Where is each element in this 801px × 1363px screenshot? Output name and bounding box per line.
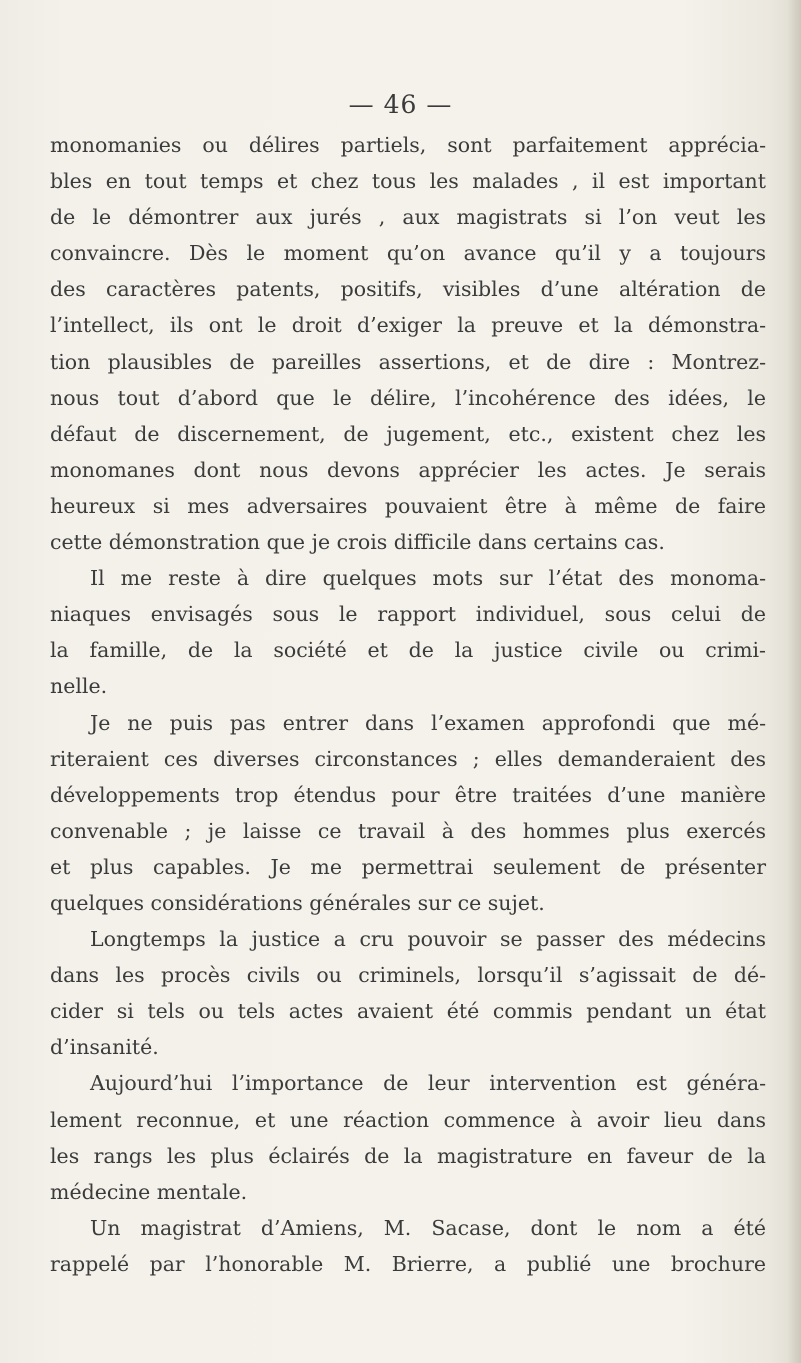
text-line: développements trop étendus pour être traitées d’une manière — [50, 782, 766, 807]
text-line: monomanies ou délires partiels, sont parfaitement apprécia- — [50, 133, 766, 157]
text-line: tion plausibles de pareilles assertions, et de dire : Montrez- — [50, 349, 766, 374]
text-line: rappelé par l’honorable M. Brierre, a publié une brochure — [50, 1251, 766, 1276]
text-line: cette démonstration que je crois difficile dans certains cas. — [50, 530, 665, 555]
text-line: riteraient ces diverses circonstances ; elles demanderaient des — [50, 746, 766, 771]
text-line: défaut de discernement, de jugement, etc., existent chez les — [50, 421, 766, 446]
text-line: Il me reste à dire quelques mots sur l’état des monoma- — [90, 566, 766, 591]
text-line: bles en tout temps et chez tous les malades , il est important — [50, 169, 766, 194]
page-number: — 46 — — [348, 90, 453, 119]
text-line: Un magistrat d’Amiens, M. Sacase, dont le nom a été — [90, 1215, 766, 1240]
text-line: de le démontrer aux jurés , aux magistrats si l’on veut les — [50, 205, 766, 230]
text-line: niaques envisagés sous le rapport individuel, sous celui de — [50, 602, 766, 627]
text-line: la famille, de la société et de la justice civile ou crimi- — [50, 638, 766, 663]
text-line: d’insanité. — [50, 1035, 159, 1060]
text-line: Je ne puis pas entrer dans l’examen approfondi que mé- — [90, 710, 766, 735]
text-line: lement reconnue, et une réaction commence à avoir lieu dans — [50, 1107, 766, 1132]
text-line: convenable ; je laisse ce travail à des hommes plus exercés — [50, 818, 766, 843]
text-line: dans les procès civils ou criminels, lorsqu’il s’agissait de dé- — [50, 963, 766, 988]
body-text — [50, 127, 766, 1282]
page-edge-shadow — [787, 0, 801, 1363]
text-line: Aujourd’hui l’importance de leur intervention est généra- — [90, 1071, 766, 1096]
text-line: quelques considérations générales sur ce sujet. — [50, 890, 545, 915]
text-line: nous tout d’abord que le délire, l’incohérence des idées, le — [50, 385, 766, 410]
text-line: médecine mentale. — [50, 1179, 248, 1204]
text-line: heureux si mes adversaires pouvaient être à même de faire — [50, 493, 766, 518]
text-line: Longtemps la justice a cru pouvoir se passer des médecins — [90, 927, 766, 952]
text-line: et plus capables. Je me permettrai seulement de présenter — [50, 854, 766, 879]
text-line: l’intellect, ils ont le droit d’exiger la preuve et la démonstra- — [50, 313, 766, 338]
text-line: cider si tels ou tels actes avaient été commis pendant un état — [50, 999, 766, 1024]
text-line: les rangs les plus éclairés de la magistrature en faveur de la — [50, 1143, 766, 1168]
text-line: monomanes dont nous devons apprécier les actes. Je serais — [50, 457, 766, 482]
text-line: convaincre. Dès le moment qu’on avance qu’il y a toujours — [50, 241, 766, 266]
text-line: des caractères patents, positifs, visibles d’une altération de — [50, 277, 766, 302]
text-line: nelle. — [50, 674, 108, 699]
